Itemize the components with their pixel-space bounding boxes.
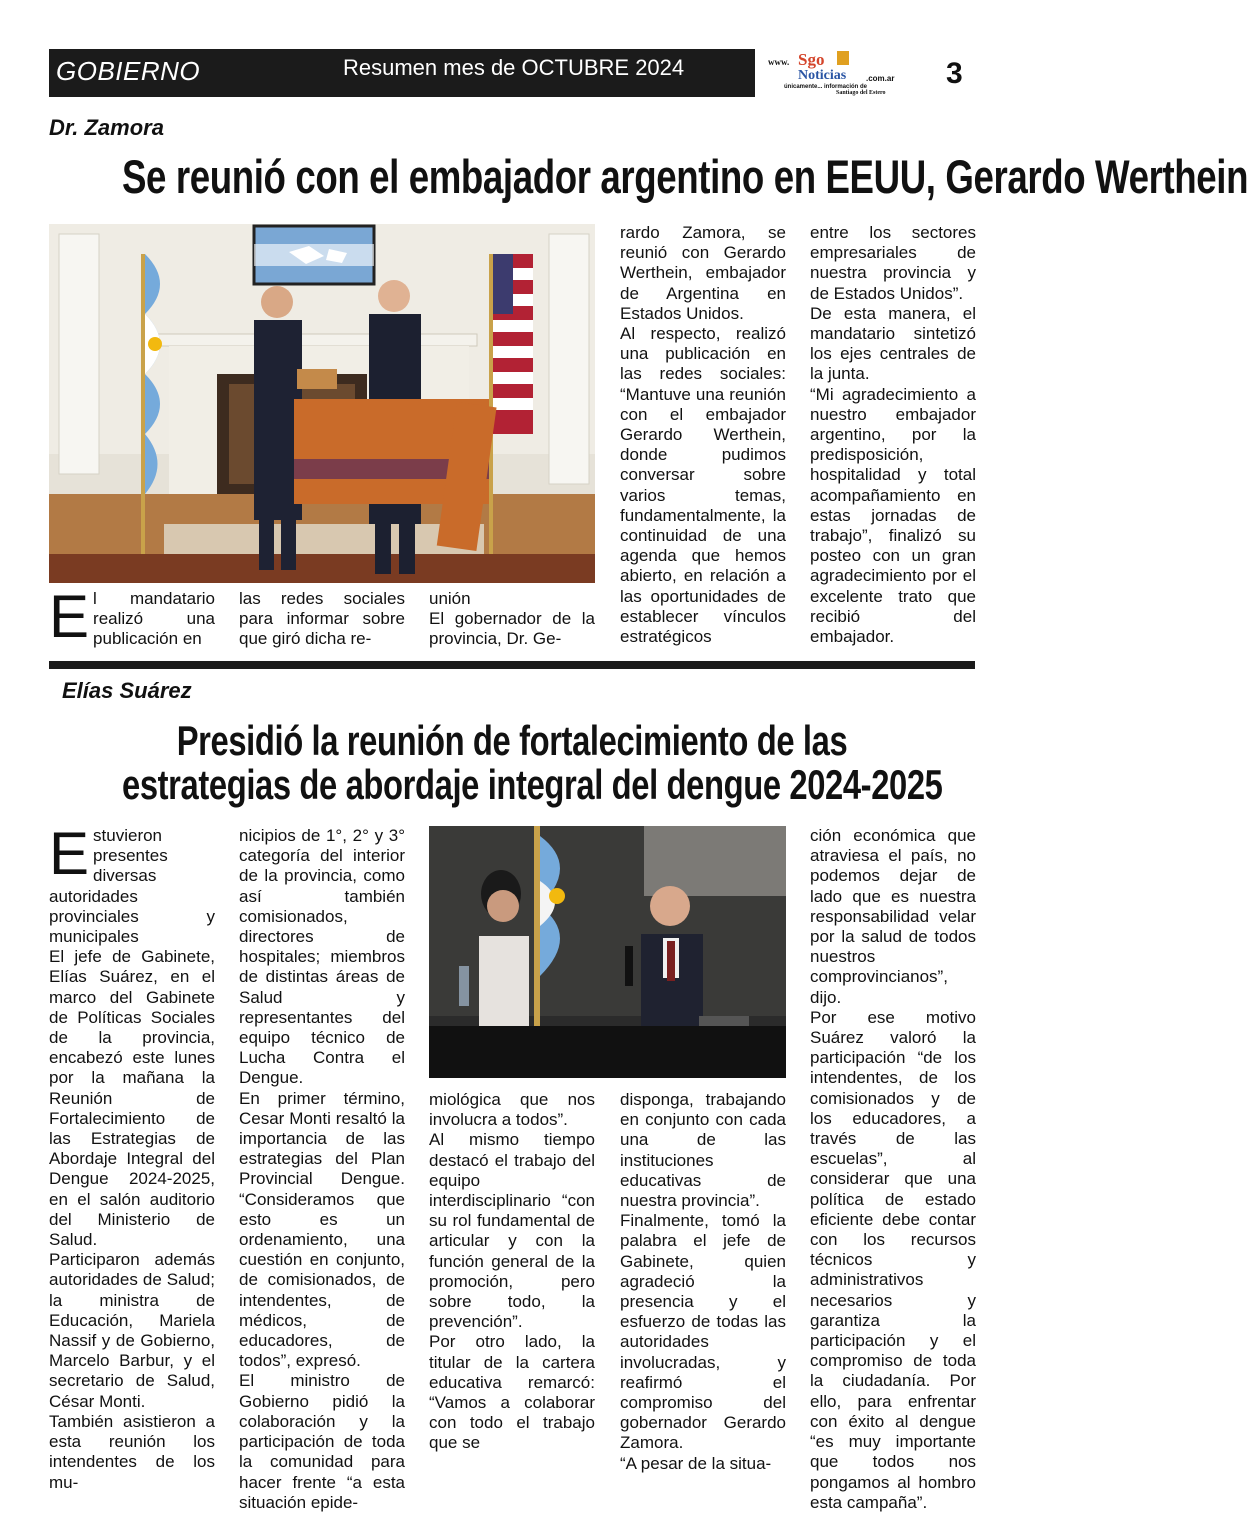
article2-col5: ción económica que atraviesa el país, no podemos dejar de lado que es nuestra responsabilidad velar por la salud de todos nuestros comprovincianos”, dijo. Por ese motivo Suárez valoró la participación “de los intendentes, de los comisionados y de los educadores, a través de las escuelas”, al considerar que una política de estado eficiente debe contar con los recursos técnicos y administrativos necesarios y garantiza la participación y el compromiso de toda la ciudadanía. Por ello, para enfrentar con éxito al dengue “es muy importante que todos nos pongamos al hombro esta campaña”. xyxy=(810,826,976,1512)
article1-col1: El mandatario realizó una publicación en xyxy=(49,583,215,650)
article1-col4: rardo Zamora, se reunió con Gerardo Werthein, embajador de Argentina en Estados Unidos. Al respecto, realizó una publicación en las redes sociales: “Mantuve una reunión con el embajador Gerardo Werthein, donde pudimos conversar sobre varios temas, fundamentalmente, la continuidad de una agenda que hemos abierto, en relación a las oportunidades de establecer vínculos estratégicos xyxy=(620,223,786,647)
article1-dropcap: E xyxy=(49,583,90,650)
article2-kicker: Elías Suárez xyxy=(62,678,192,703)
page-number: 3 xyxy=(946,57,963,90)
issue-title: Resumen mes de OCTUBRE 2024 xyxy=(343,55,685,80)
article2-headline-line2: estrategias de abordaje integral del dengue 2024-2025 xyxy=(122,761,943,808)
article1-col5: entre los sectores empresariales de nuestra provincia y de Estados Unidos”. De esta manera, el mandatario sintetizó los ejes centrales de la junta. “Mi agradecimiento a nuestro embajador argentino, por la predisposición, hospitalidad y total acompañamiento en estas jornadas de trabajo”, finalizó su posteo con un gran agradecimiento por el excelente trato que recibió del embajador. xyxy=(810,223,976,647)
article1-kicker: Dr. Zamora xyxy=(49,115,164,140)
article2-col1: Estuvieron presentes diversas autoridades provinciales y municipales El jefe de Gabinete, Elías Suárez, en el marco del Gabinete de Políticas Sociales de la provincia, encabezó este lunes por la mañana la Reunión de Fortalecimiento de las Estrategias de Abordaje Integral del Dengue 2024-2025, en el salón auditorio del Ministerio de Salud. Participaron además autoridades de Salud; la ministra de Educación, Mariela Nassif y de Gobierno, Marcelo Barbur, y el secretario de Salud, César Monti. También asistieron a esta reunión los intendentes de los mu- xyxy=(49,820,215,1492)
article2-col2: nicipios de 1°, 2° y 3° categoría del interior de la provincia, como así también comisionados, directores de hospitales; miembros de distintas áreas de Salud y representantes del equipo técnico de Lucha Contra el Dengue. En primer término, Cesar Monti resaltó la importancia de las estrategias del Plan Provincial Dengue. “Consideramos que esto es un ordenamiento, una cuestión en conjunto, de comisionados, de intendentes, de médicos, de educadores, de todos”, expresó. El ministro de Gobierno pidió la colaboración y la participación de toda la comunidad para hacer frente “a esta situación epide- xyxy=(239,826,405,1512)
article2-col3: miológica que nos involucra a todos”. Al mismo tiempo destacó el trabajo del equipo interdisciplinario “con su rol fundamental de articular y con la función general de la promoción, pero sobre todo, la prevención”. Por otro lado, la titular de la cartera educativa remarcó: “Vamos a colaborar con todo el trabajo que se xyxy=(429,1090,595,1453)
article1-col3: unión El gobernador de la provincia, Dr. Ge- xyxy=(429,589,595,649)
article2-col4: disponga, trabajando en conjunto con cada una de las instituciones educativas de nuestra provincia”. Finalmente, tomó la palabra el jefe de Gabinete, quien agradeció la presencia y el esfuerzo de todas las autoridades involucradas, y reafirmó el compromiso del gobernador Gerardo Zamora. “A pesar de la situa- xyxy=(620,1090,786,1473)
section-divider xyxy=(49,661,975,669)
article2-dropcap: E xyxy=(49,820,90,887)
sgo-noticias-logo: www. Sgo Noticias .com.ar únicamente... información de Santiago del Estero xyxy=(768,50,895,96)
article2-headline-line1: Presidió la reunión de fortalecimiento de las xyxy=(176,717,848,764)
article1-col2: las redes sociales para informar sobre que giró dicha re- xyxy=(239,589,405,649)
article1-headline: Se reunió con el embajador argentino en EEUU, Gerardo Werthein xyxy=(122,150,1248,203)
article1-photo xyxy=(49,224,595,583)
article2-photo xyxy=(429,826,786,1078)
section-label: GOBIERNO xyxy=(56,56,201,86)
